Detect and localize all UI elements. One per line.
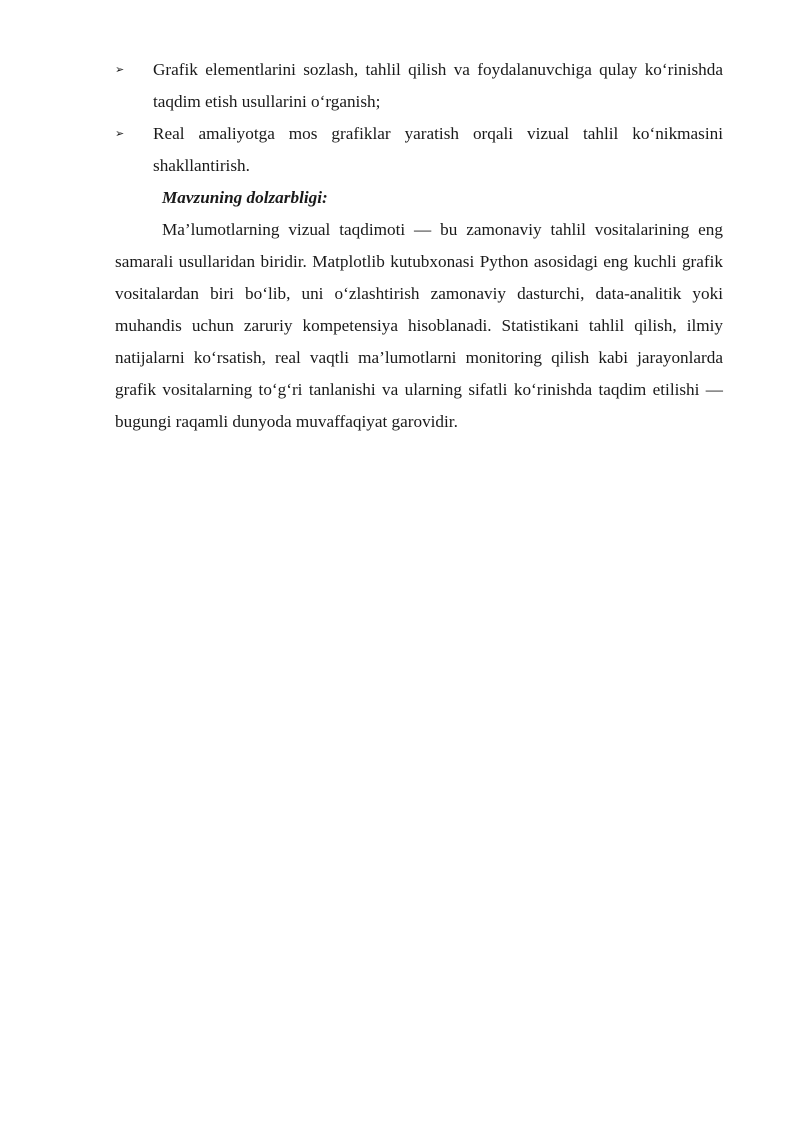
document-page <box>115 54 723 438</box>
section-paragraph: Ma’lumotlarning vizual taqdimoti — bu zamonaviy tahlil vositalarining eng samarali usullaridan biridir. Matplotlib kutubxonasi Python asosidagi eng kuchli grafik vositalardan biri bo‘lib, uni o‘zlashtirish zamonaviy dasturchi, data-analitik yoki muhandis uchun zaruriy kompetensiya hisoblanadi. Statistikani tahlil qilish, ilmiy natijalarni ko‘rsatish, real vaqtli ma’lumotlarni monitoring qilish kabi jarayonlarda grafik vositalarning to‘g‘ri tanlanishi va ularning sifatli ko‘rinishda taqdim etilishi — bugungi raqamli dunyoda muvaffaqiyat garovidir. <box>115 220 723 431</box>
bullet-item <box>115 118 723 182</box>
bullet-text: Real amaliyotga mos grafiklar yaratish orqali vizual tahlil ko‘nikmasini shakllantirish. <box>153 124 723 175</box>
arrow-bullet-icon: ➢ <box>115 127 125 140</box>
bullet-text: Grafik elementlarini sozlash, tahlil qilish va foydalanuvchiga qulay ko‘rinishda taqdim etish usullarini o‘rganish; <box>153 60 723 111</box>
arrow-bullet-icon: ➢ <box>115 63 125 76</box>
bullet-item <box>115 54 723 118</box>
section-heading: Mavzuning dolzarbligi: <box>162 188 328 207</box>
